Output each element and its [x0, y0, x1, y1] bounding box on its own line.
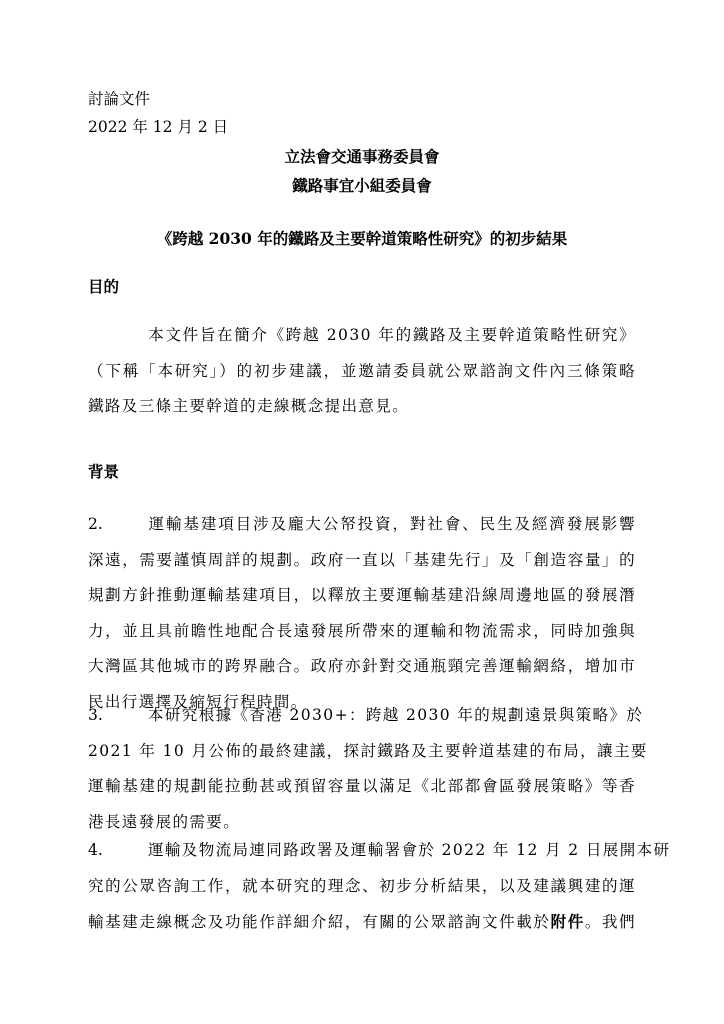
paragraph-line: 大灣區其他城市的跨界融合。政府亦針對交通瓶頸完善運輸網絡，增加市 [88, 657, 636, 676]
background-heading: 背景 [88, 462, 120, 481]
doc-date: 2022 年 12 月 2 日 [88, 118, 229, 136]
paragraph-line: 運輸基建的規劃能拉動甚或預留容量以滿足《北部都會區發展策略》等香 [88, 777, 636, 796]
paragraph-line: 本文件旨在簡介《跨越 2030 年的鐵路及主要幹道策略性研究》 [148, 326, 636, 344]
committee-name: 立法會交通事務委員會 [284, 147, 440, 166]
paragraph-line: 輸基建走線概念及功能作詳細介紹，有關的公眾諮詢文件載於附件。我們 [88, 912, 636, 932]
paragraph-line: 2. 運輸基建項目涉及龐大公帑投資，對社會、民生及經濟發展影響 [88, 507, 636, 543]
background-paragraph-4 [88, 833, 671, 941]
paragraph-line: 深遠，需要謹慎周詳的規劃。政府一直以「基建先行」及「創造容量」的 [88, 550, 636, 569]
paragraph-line: 3. 本研究根據《香港 2030+：跨越 2030 年的規劃遠景與策略》於 [88, 698, 636, 734]
paragraph-line: 港長遠發展的需要。 [88, 812, 241, 831]
paragraph-line: 力，並且具前瞻性地配合長遠發展所帶來的運輸和物流需求，同時加強與 [88, 621, 636, 640]
background-paragraph-3 [88, 698, 648, 840]
paragraph-line: 規劃方針推動運輸基建項目，以釋放主要運輸基建沿線周邊地區的發展潛 [88, 586, 636, 605]
paragraph-line: 鐵路及三條主要幹道的走線概念提出意見。 [88, 397, 410, 416]
paragraph-number: 4. [88, 841, 103, 859]
paragraph-line: 2021 年 10 月公佈的最終建議，探討鐵路及主要幹道基建的布局，讓主要 [88, 741, 648, 760]
annex-reference: 附件 [550, 912, 585, 932]
purpose-heading: 目的 [88, 277, 120, 296]
doc-type-label: 討論文件 [88, 90, 151, 108]
subcommittee-name: 鐵路事宜小組委員會 [292, 176, 432, 195]
purpose-paragraph [88, 318, 636, 425]
paragraph-line: （下稱「本研究」）的初步建議，並邀請委員就公眾諮詢文件內三條策略 [88, 361, 636, 380]
paragraph-number: 3. [88, 706, 103, 724]
paragraph-number: 2. [88, 515, 103, 533]
document-title: 《跨越 2030 年的鐵路及主要幹道策略性研究》的初步結果 [156, 229, 568, 248]
paragraph-line: 究的公眾咨詢工作，就本研究的理念、初步分析結果，以及建議興建的運 [88, 876, 636, 895]
background-paragraph-2 [88, 507, 636, 721]
paragraph-line: 民出行選擇及縮短行程時間。 [88, 692, 308, 711]
paragraph-line: 4. 運輸及物流局連同路政署及運輸署會於 2022 年 12 月 2 日展開本研 [88, 833, 636, 869]
